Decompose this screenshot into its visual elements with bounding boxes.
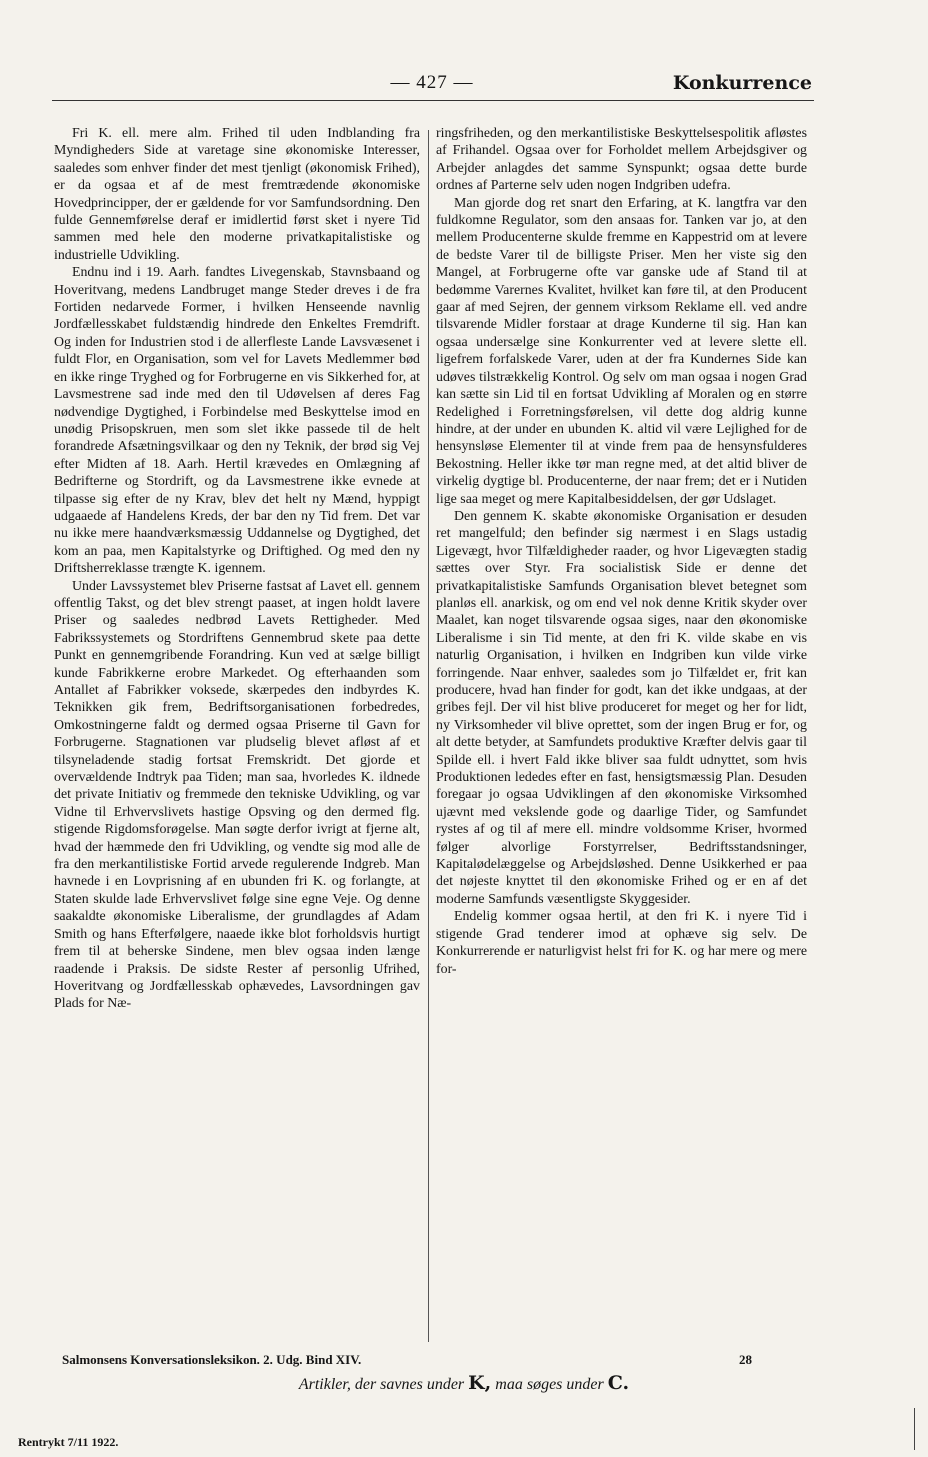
right-column	[436, 125, 807, 1343]
left-column	[54, 125, 420, 1343]
cross-reference-note	[0, 1372, 928, 1394]
paragraph: ringsfriheden, og den merkantilistiske Beskyttelsespolitik afløstes af Frihandel. Ogsaa over for Forholdet mellem Arbejdsgiver og Arbejder anlagdes det samme Synspunkt; ogsaa dette burde ordnes af Parterne selv uden nogen Indgriben udefra.	[436, 126, 807, 194]
volume-line: Salmonsens Konversationsleksikon. 2. Udg. Bind XIV.	[62, 1352, 362, 1367]
paragraph: Under Lavssystemet blev Priserne fastsat af Lavet ell. gennem offentlig Takst, og det blev strengt paaset, at ingen holdt lavere Priser og saaledes nedbrød Lavets Rettigheder. Med Fabrikssystemets og Stordriftens Gennembrud skete paa dette Punkt en gennemgribende Forandring. Kun ved at sælge billigt kunde Fabrikkerne erobre Markedet. Og efterhaanden som Antallet af Fabrikker voksede, skærpedes den indbyrdes K. Teknikken gik frem, Bedriftsorganisationen forbedredes, Omkostningerne faldt og dermed ogsaa Priserne til Gavn for Forbrugerne. Stagnationen var pludselig blevet afløst af et tilsyneladende stadig fortsat Fremskridt. Det gjorde et overvældende Indtryk paa Tiden; man saa, hvorledes K. ildnede det private Initiativ og fremmede den tekniske Udvikling, og var Vidne til Erhvervslivets hastige Opsving og den dermed flg. stigende Rigdomsforøgelse. Man søgte derfor ivrigt at fjerne alt, hvad der hæmmede den fri Udvikling, og vendte sig mod alle de fra den merkantilistiske Fortid arvede regulerende Indgreb. Man havnede i en Lovprisning af en ubunden fri K. og forlangte, at Staten skulde lade Erhvervslivet følge sine egne Veje. Og denne saakaldte økonomiske Liberalisme, der grundlagdes af Adam Smith og hans Efterfølgere, naaede ikke blot forholdsvis hurtigt frem til at beherske Sindene, men blev ogsaa inden længe raadende i Praksis. De sidste Rester af personlig Ufrihed, Hoveritvang og Jordfællesskab ophævedes, Lavsordningen gav Plads for Næ-	[54, 578, 420, 1012]
note-text: maa søges under	[495, 1376, 604, 1393]
paragraph: Fri K. ell. mere alm. Frihed til uden Indblanding fra Myndigheders Side at varetage sine økonomiske Interesser, saaledes som enhver finder det mest tjenligt (økonomisk Frihed), er da ogsaa et af de mest fremtrædende økonomiske Hovedprincipper, der er gældende for vor Samfundsordning. Den fulde Gennemførelse deraf er imidlertid først sket i nyere Tid sammen med hele den moderne privatkapitalistiske og industrielle Udvikling.	[54, 126, 420, 263]
header-rule	[52, 100, 814, 101]
signature-number: 28	[739, 1352, 752, 1367]
note-letter-k: K,	[468, 1372, 492, 1394]
paragraph: Endnu ind i 19. Aarh. fandtes Livegenskab, Stavnsbaand og Hoveritvang, medens Landbruget mange Steder dreves i de fra Fortiden nedarvede Former, i hvilken Henseende navnlig Jordfællesskabet fuldstændig hindrede den Enkeltes Fremdrift. Og inden for Industrien stod i de allerfleste Lande Lavsvæsenet i fuldt Flor, en Organisation, som vel for Lavets Medlemmer bød en ikke ringe Tryghed og for Forbrugerne en vis Sikkerhed for, at Lavsmestrene sad inde med den til Udøvelsen af deres Fag nødvendige Dygtighed, i Forbindelse med Beskyttelse imod en unødig Prisopskruen, men som slet ikke passede til de helt forandrede Afsætningsvilkaar og den ny Teknik, der brød sig Vej efter Midten af 18. Aarh. Hertil krævedes en Omlægning af Bedrifterne og Stordrift, og da Lavsmestrene ikke evnede at tilpasse sig efter de ny Krav, blev det helt ny Mænd, hyppigt udgaaede af Handelens Kreds, der bar den ny Tid frem. Det var nu ikke mere haandværksmæssig Uddannelse og Dygtighed, det kom an paa, men Kapitalstyrke og Driftighed. Og med den ny Driftsherreklasse trængte K. igennem.	[54, 265, 420, 577]
reprint-date: Rentrykt 7/11 1922.	[18, 1435, 119, 1449]
edge-mark	[914, 1408, 915, 1450]
column-divider	[428, 130, 429, 1342]
paragraph: Man gjorde dog ret snart den Erfaring, at K. langtfra var den fuldkomne Regulator, som den ansaas for. Tanken var jo, at den mellem Producenterne skulde fremme en Kappestrid om at levere de bedste Varer til de billigste Priser. Men her viste sig den Mangel, at Forbrugerne ofte var ganske ude af Stand til at bedømme Varernes Kvalitet, hvilket kan føre til, at den Producent gaar af med Sejren, der gennem virksom Reklame ell. ved andre tilsvarende Midler forstaar at drage Kunderne til sig. Han kan ogsaa undersælge sine Konkurrenter ved at levere slette ell. ligefrem forfalskede Varer, uden at der fra Kundernes Side kan udøves tilstrækkelig Kontrol. Og selv om man ogsaa i nogen Grad kan sætte sin Lid til en fortsat Udvikling af Moralen og en større Redelighed i Forretningsførelsen, vil dette dog aldrig kunne hindre, at der under en ubunden K. altid vil være Lejlighed for de hensynsløse Elementer til at vinde frem paa de hensynsfulderes Bekostning. Heller ikke tør man regne med, at det altid bliver de virkelig dygtige bl. Producenterne, der naar frem; det er i Nutiden lige saa meget og mere Kapitalbesiddelsen, der gør Udslaget.	[436, 195, 807, 507]
page-number: — 427 —	[390, 72, 474, 93]
paragraph: Endelig kommer ogsaa hertil, at den fri K. i nyere Tid i stigende Grad tenderer imod at ophæve sig selv. De Konkurrerende er naturligvist helst fri for K. og har mere og mere for-	[436, 909, 807, 977]
paragraph: Den gennem K. skabte økonomiske Organisation er desuden ret mangelfuld; den befinder sig nærmest i en Slags ustadig Ligevægt, hvor Tilfældigheder raader, og hvor Ligevægten stadig sættes over Styr. Fra socialistisk Side er denne det privatkapitalistiske Samfunds Organisation blevet betegnet som planløs ell. anarkisk, og om end vel nok denne Kritik skyder over Maalet, kan noget tilsvarende ogsaa siges, naar den økonomiske Liberalisme i sin Tid mente, at den fri K. vilde skabe en vis naturlig Organisation, i hvilken en Indgriben kun vilde virke forringende. Naar enhver, saaledes som jo Tilfældet er, frit kan producere, hvad han finder for godt, kan det ikke undgaas, at der gribes fejl. Der vil hist blive produceret for meget og her for lidt, ny Virksomheder vil blive oprettet, som der ingen Brug er for, og alt dette betyder, at Samfundets produktive Kræfter delvis gaar til Spilde ell. i hvert Fald ikke bliver saa fuldt udnyttet, som hvis Produktionen lededes efter en fast, hensigtsmæssig Plan. Desuden foregaar jo ogsaa Udviklingen af den økonomiske Virksomhed ujævnt med vekslende gode og daarlige Tider, og Samfundet rystes af og til af mere ell. mindre voldsomme Kriser, hvormed følger alvorlige Forstyrrelser, Bedriftsstandsninger, Kapitalødelæggelse og Arbejdsløshed. Denne Usikkerhed er paa det nøjeste knyttet til den økonomiske Frihed og er en af det moderne Samfunds væsentligste Skyggesider.	[436, 508, 807, 907]
running-head: Konkurrence	[672, 72, 812, 94]
note-text: Artikler, der savnes under	[298, 1376, 465, 1393]
note-letter-c: C.	[607, 1372, 630, 1394]
page-header	[52, 72, 812, 100]
